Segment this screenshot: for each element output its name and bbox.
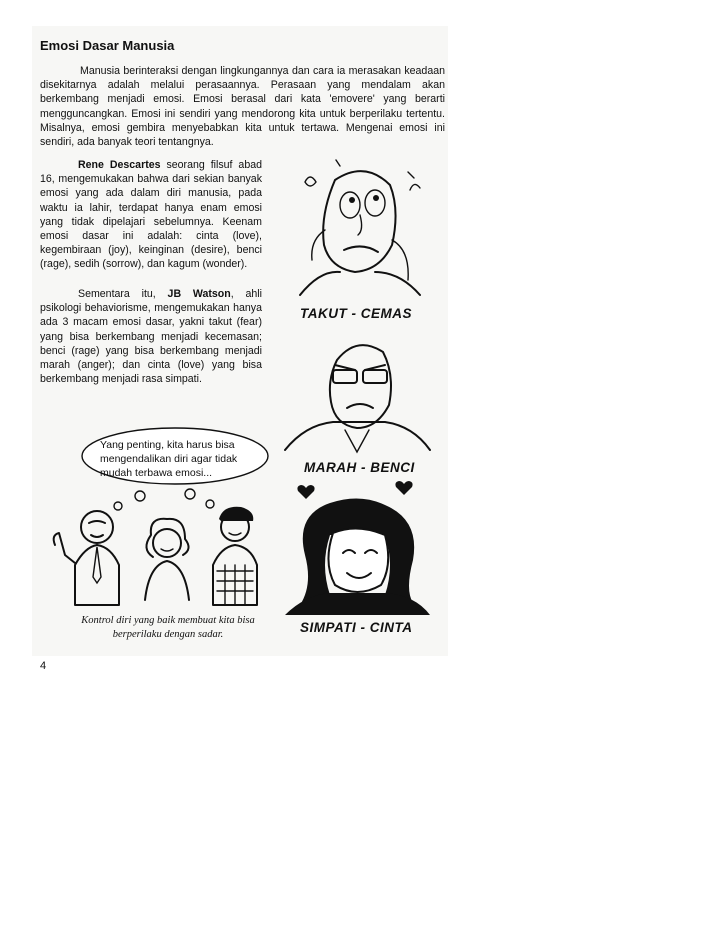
label-love: SIMPATI - CINTA <box>300 620 413 635</box>
name-watson: JB Watson <box>167 288 231 300</box>
paragraph-watson-lead: Sementara itu, <box>78 288 168 300</box>
paragraph-descartes-text: seorang filsuf abad 16, mengemukakan bahwa dari sekian banyak emosi yang ada dalam diri manusia, pada waktu ia lahir, terdapat hanya enam emosi yang tidak dipelajari sebelumnya. Keenam emosi dasar ini adalah: cinta (love), kegembiraan (joy), keinginan (desire), benci (rage), sedih (sorrow), dan kagum (wonder). <box>40 159 263 271</box>
name-descartes: Rene Descartes <box>78 159 161 171</box>
page-number: 4 <box>40 660 47 672</box>
illustration-caption: Kontrol diri yang baik membuat kita bisa berperilaku dengan sadar. <box>81 615 255 640</box>
heart-icon <box>394 480 414 496</box>
fear-face-illustration <box>280 160 430 300</box>
paragraph-descartes <box>40 158 262 272</box>
paragraph-intro: Manusia berinteraksi dengan lingkungannya dan cara ia merasakan keadaan disekitarnya adalah melalui perasaannya. Perasaan yang mendalam akan berkembang menjadi emosi. Emosi berasal dari kata 'emovere' yang berarti mengguncangkan. Emosi ini sendiri yang mendorong kita untuk berperilaku tertentu. Misalnya, emosi gembira menyebabkan kita untuk tertawa. Mengenai emosi ini sendiri, ada banyak teori tentangnya. <box>40 65 445 149</box>
speech-bubble-text: Yang penting, kita harus bisa mengendalikan diri agar tidak mudah terbawa emosi... <box>100 439 238 479</box>
paragraph-watson-text: , ahli psikologi behaviorisme, mengemukakan hanya ada 3 macam emosi dasar, yakni takut (fear) yang bisa berkembang menjadi kecemasan; benci (rage) yang bisa berkembang menjadi marah (anger); dan cinta (love) yang bisa berkembang menjadi rasa simpati. <box>40 288 262 386</box>
people-illustration <box>45 505 265 610</box>
label-fear: TAKUT - CEMAS <box>300 306 412 321</box>
paragraph-watson <box>40 287 262 386</box>
section-title: Emosi Dasar Manusia <box>40 38 175 53</box>
love-face-illustration <box>285 495 430 615</box>
anger-face-illustration <box>285 330 430 455</box>
label-anger: MARAH - BENCI <box>304 460 415 475</box>
